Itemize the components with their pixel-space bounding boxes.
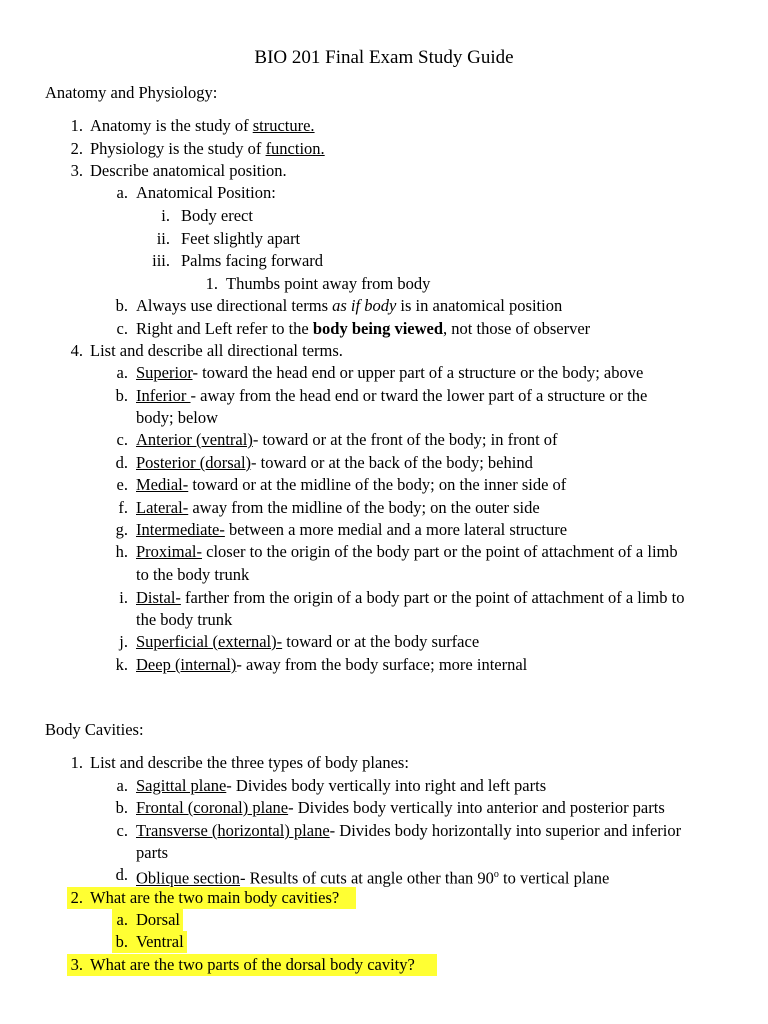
document-page: BIO 201 Final Exam Study Guide Anatomy and Physiology: 1. Anatomy is the study of structure. 2. Physiology is the study of function. 3. Describe anatomical position. a. Anatomical Position: i. Body erect ii. Feet slightly apart iii. Palms facing forward 1. Thumbs point away from body b. Always use directional terms as if body is in anatomical position c. Right and Left refer to the body being viewed, not those of observer 4. List and describe all directional terms. a. Superior- toward the head end or upper part of a structure or the body; above b. Inferior - away from the head end or tward the lower part of a structure or the body; below c. Anterior (ventral)- toward or at the front of the body; in front of d. Posterior (dorsal)- toward or at the back of the body; behind e. Medial- toward or at the midline of the body; on the inner side of f. Lateral- away from the midline of the body; on the outer side g. Intermediate- between a more medial and a more lateral structure h. Proximal- closer to the origin of the body part or the point of attachment of a limb to the body trunk i. Distal- farther from the origin of a body part or the point of attachment of a limb to the body trunk j. Superficial (external)- toward or at the body surface k. Deep (internal)- away from the body surface; more internal Body Cavities: 1. List and describe the three types of body planes: a. Sagittal plane- Divides body vertically into right and left parts b. Frontal (coronal) plane- Divides body vertically into anterior and posterior parts c. Transverse (horizontal) plane- Divides body horizontally into superior and inferior parts d. Oblique section- Results of cuts at angle other than 90$^o$ to vertical plane 2. What are the two main body cavities? a. Dorsal b. Ventral 3. What are the two parts of the dorsal body cavity? (0, 0, 768, 1024)
document-title: BIO 201 Final Exam Study Guide (254, 47, 514, 68)
section-heading-cavities: Body Cavities: (45, 720, 144, 739)
section-heading-anatomy: Anatomy and Physiology: (45, 83, 218, 102)
